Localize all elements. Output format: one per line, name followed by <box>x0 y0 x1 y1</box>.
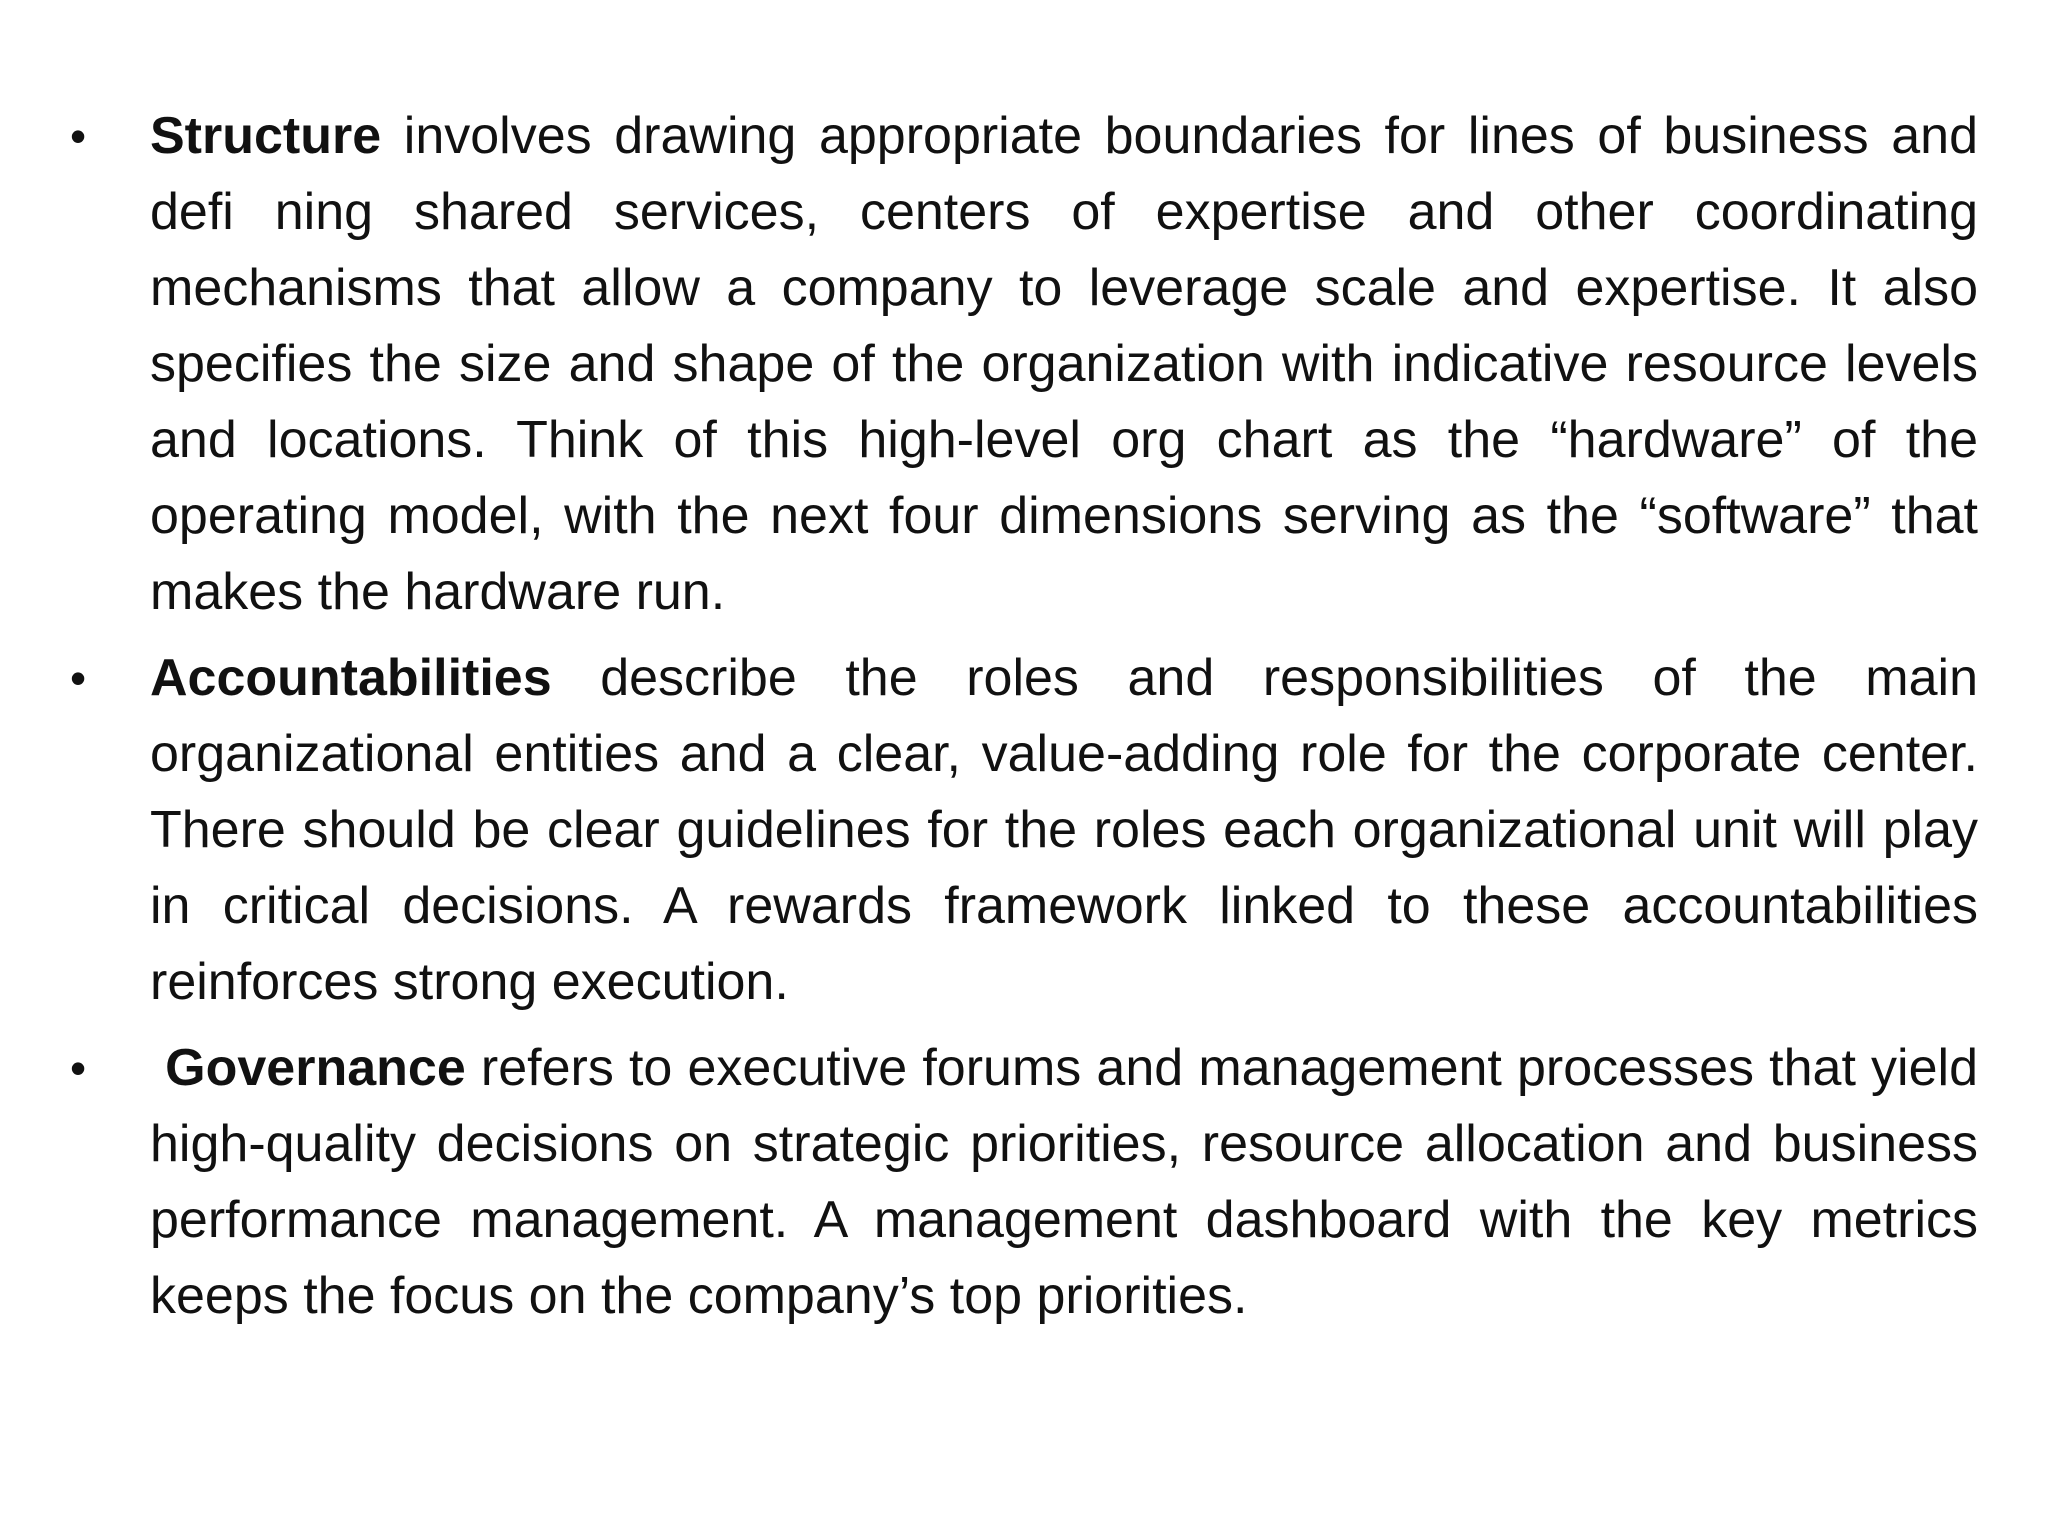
term-structure: Structure <box>150 107 382 165</box>
bullet-text-accountabilities <box>150 640 1978 1020</box>
leading-space <box>150 1039 165 1097</box>
bullet-structure <box>60 98 1980 630</box>
bullet-text-structure <box>150 98 1978 630</box>
description-governance: refers to executive forums and management processes that yield high-quality decisions on strategic priorities, resource allocation and business performance management. A management dashboard with the key metrics keeps the focus on the company’s top priorities. <box>150 1039 1979 1325</box>
bullet-accountabilities <box>60 640 1980 1020</box>
bullet-governance <box>60 1030 1980 1334</box>
bullet-icon: • <box>70 110 87 162</box>
description-accountabilities: describe the roles and responsibilities of the main organizational entities and a clear, value-adding role for the corporate center. There should be clear guidelines for the roles each organizational unit will play in critical decisions. A rewards framework linked to these accountabilities reinforces strong execution. <box>150 649 1978 1011</box>
description-structure: involves drawing appropriate boundaries for lines of business and defi ning shared services, centers of expertise and other coordinating mechanisms that allow a company to leverage scale and expertise. It also specifies the size and shape of the organization with indicative resource levels and locations. Think of this high-level org chart as the “hardware” of the operating model, with the next four dimensions serving as the “software” that makes the hardware run. <box>150 107 1978 621</box>
bullet-list <box>60 98 1980 1344</box>
bullet-icon: • <box>70 1042 87 1094</box>
term-governance: Governance <box>165 1039 466 1097</box>
term-accountabilities: Accountabilities <box>150 649 552 707</box>
bullet-icon: • <box>70 652 87 704</box>
bullet-text-governance <box>150 1030 1978 1334</box>
